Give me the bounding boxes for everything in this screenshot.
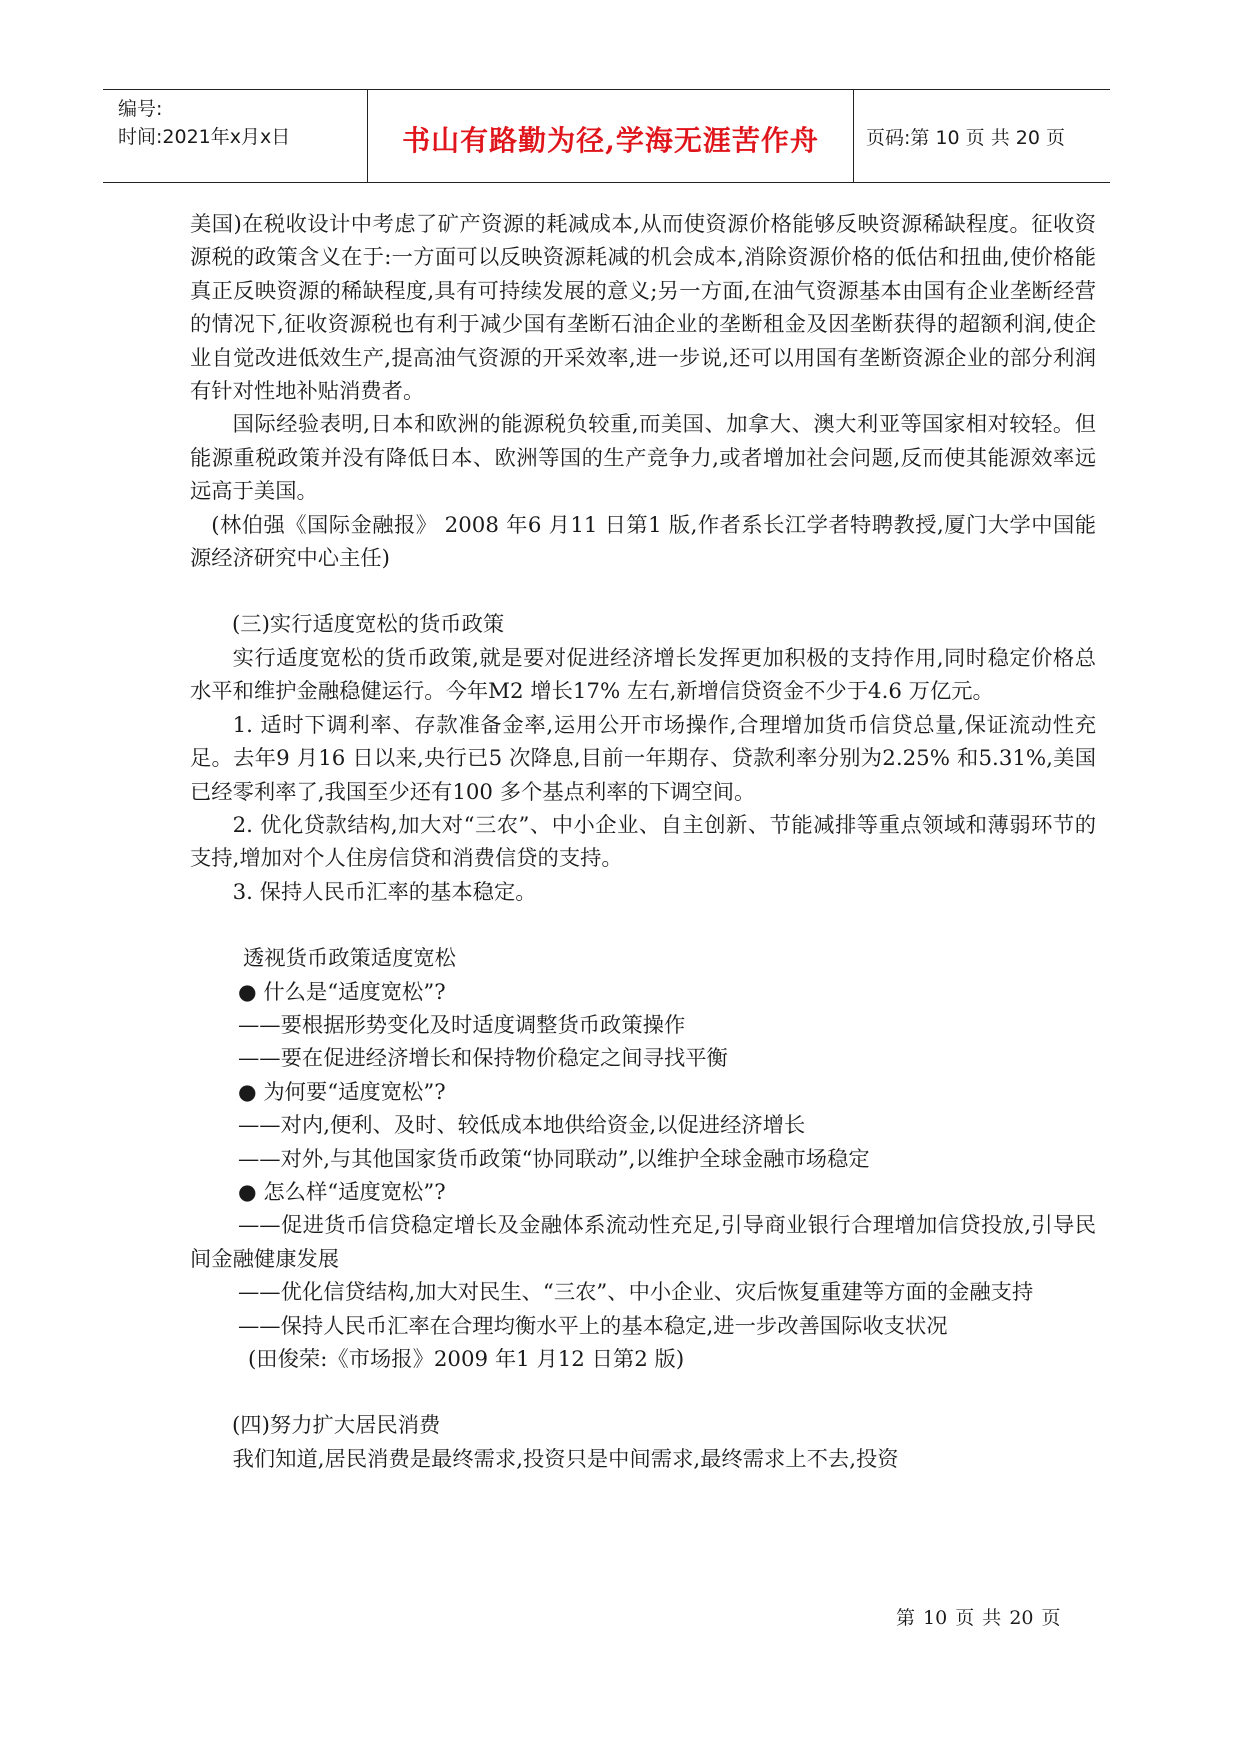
answer-line: ——优化信贷结构,加大对民生、“三农”、中小企业、灾后恢复重建等方面的金融支持 [238,1280,1034,1306]
source-citation-tian: (田俊荣:《市场报》2009 年1 月12 日第2 版) [248,1347,685,1372]
header-page-info: 页码:第 10 页 共 20 页 [866,127,1065,149]
spacer [190,1376,1096,1409]
header-left-cell [103,90,367,182]
paragraph-resource-tax: 美国)在税收设计中考虑了矿产资源的耗减成本,从而使资源价格能够反映资源稀缺程度。征收资源税的政策含义在于:一方面可以反映资源耗减的机会成本,消除资源价格的低估和扭曲,使价格能真正反映资源的稀缺程度,具有可持续发展的意义;另一方面,在油气资源基本由国有企业垄断经营的情况下,征收资源税也有利于减少国有垄断石油企业的垄断租金及因垄断获得的超额利润,使企业自觉改进低效生产,提高油气资源的开采效率,进一步说,还可以用国有垄断资源企业的部分利润有针对性地补贴消费者。 [190,212,1096,405]
document-time-label: 时间:2021年x月x日 [118,126,291,148]
spacer [190,575,1096,608]
answer-line: ——要根据形势变化及时适度调整货币政策操作 [238,1012,686,1038]
list-item-interest-rate: 1. 适时下调利率、存款准备金率,运用公开市场操作,合理增加货币信贷总量,保证流动性充足。去年9 月16 日以来,央行已5 次降息,目前一年期存、贷款利率分别为2.25% 和5.31%,美国已经零利率了,我国至少还有100 多个基点利率的下调空间。 [190,712,1096,805]
header-motto-cell [367,90,854,182]
source-citation-lin: (林伯强《国际金融报》 2008 年6 月11 日第1 版,作者系长江学者特聘教授,厦门大学中国能源经济研究中心主任) [190,512,1096,572]
document-header [103,89,1110,183]
answer-line: ——对外,与其他国家货币政策“协同联动”,以维护全球金融市场稳定 [238,1146,870,1172]
answer-line: ——对内,便利、及时、较低成本地供给资金,以促进经济增长 [238,1113,806,1139]
header-motto: 书山有路勤为径,学海无涯苦作舟 [402,124,819,157]
bullet-question-why: ● 为何要“适度宽松”? [238,1079,446,1105]
document-body [190,208,1096,1476]
list-item-exchange-rate: 3. 保持人民币汇率的基本稳定。 [232,879,537,905]
spacer [190,909,1096,942]
page-footer: 第 10 页 共 20 页 [896,1607,1061,1629]
bullet-question-how: ● 怎么样“适度宽松”? [238,1179,446,1205]
document-number-label: 编号: [118,98,163,120]
header-right-cell [854,90,1110,182]
paragraph-international-experience: 国际经验表明,日本和欧洲的能源税负较重,而美国、加拿大、澳大利亚等国家相对较轻。但能源重税政策并没有降低日本、欧洲等国的生产竞争力,或者增加社会问题,反而使其能源效率远远高于美国。 [190,412,1096,505]
section-heading-monetary-policy: (三)实行适度宽松的货币政策 [232,612,505,638]
answer-line: ——要在促进经济增长和保持物价稳定之间寻找平衡 [238,1046,728,1072]
list-item-loan-structure: 2. 优化贷款结构,加大对“三农”、中小企业、自主创新、节能减排等重点领域和薄弱环节的支持,增加对个人住房信贷和消费信贷的支持。 [190,812,1096,872]
paragraph-consumption: 我们知道,居民消费是最终需求,投资只是中间需求,最终需求上不去,投资 [232,1446,899,1472]
bullet-question-what: ● 什么是“适度宽松”? [238,979,446,1005]
answer-line: ——促进货币信贷稳定增长及金融体系流动性充足,引导商业银行合理增加信贷投放,引导民间金融健康发展 [190,1213,1096,1272]
paragraph-monetary-policy: 实行适度宽松的货币政策,就是要对促进经济增长发挥更加积极的支持作用,同时稳定价格总水平和维护金融稳健运行。今年M2 增长17% 左右,新增信贷资金不少于4.6 万亿元。 [190,645,1096,705]
box-title: 透视货币政策适度宽松 [243,946,456,972]
section-heading-consumption: (四)努力扩大居民消费 [232,1413,441,1439]
answer-line: ——保持人民币汇率在合理均衡水平上的基本稳定,进一步改善国际收支状况 [238,1313,948,1339]
